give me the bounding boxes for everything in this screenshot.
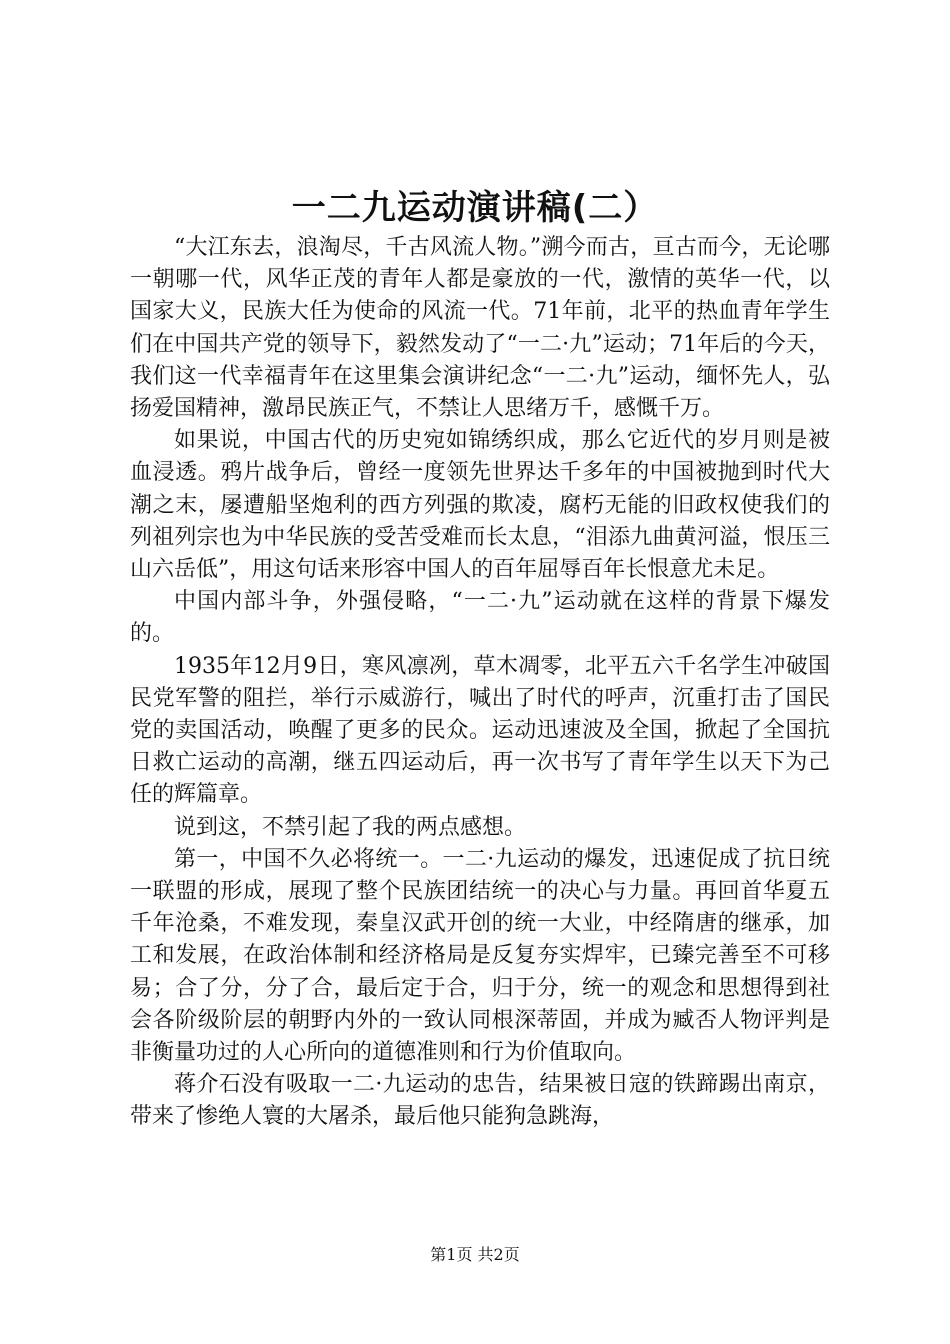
paragraph: 中国内部斗争，外强侵略，“一二·九”运动就在这样的背景下爆发的。: [130, 589, 830, 647]
page-number-footer: 第1页 共2页: [430, 1245, 520, 1264]
paragraph: 第一，中国不久必将统一。一二·九运动的爆发，迅速促成了抗日统一联盟的形成，展现了整个民族团结统一的决心与力量。再回首华夏五千年沧桑，不难发现，秦皇汉武开创的统一大业，中经隋唐的继承，加工和发展，在政治体制和经济格局是反复夯实焊牢，已臻完善至不可移易；合了分，分了合，最后定于合，归于分，统一的观念和思想得到社会各阶级阶层的朝野内外的一致认同根深蒂固，并成为臧否人物评判是非衡量功过的人心所向的道德准则和行为价值取向。: [130, 846, 830, 1066]
paragraph: 如果说，中国古代的历史宛如锦绣织成，那么它近代的岁月则是被血浸透。鸦片战争后，曾经一度领先世界达千多年的中国被抛到时代大潮之末，屡遭船坚炮利的西方列强的欺凌，腐朽无能的旧政权使我们的列祖列宗也为中华民族的受苦受难而长太息，“泪添九曲黄河溢，恨压三山六岳低”，用这句话来形容中国人的百年屈辱百年长恨意尤未足。: [130, 428, 830, 583]
paragraph: 说到这，不禁引起了我的两点感想。: [174, 814, 527, 840]
paragraph: 蒋介石没有吸取一二·九运动的忠告，结果被日寇的铁蹄踢出南京，带来了惨绝人寰的大屠杀，最后他只能狗急跳海，: [130, 1072, 830, 1130]
paragraph: 1935年12月9日，寒风凛冽，草木凋零，北平五六千名学生冲破国民党军警的阻拦，举行示威游行，喊出了时代的呼声，沉重打击了国民党的卖国活动，唤醒了更多的民众。运动迅速波及全国，掀起了全国抗日救亡运动的高潮，继五四运动后，再一次书写了青年学生以天下为己任的辉篇章。: [130, 653, 830, 808]
paragraph: “大江东去，浪淘尽，千古风流人物。”溯今而古，亘古而今，无论哪一朝哪一代，风华正茂的青年人都是豪放的一代，激情的英华一代，以国家大义，民族大任为使命的风流一代。71年前，北平的热血青年学生们在中国共产党的领导下，毅然发动了“一二·九”运动；71年后的今天，我们这一代幸福青年在这里集会演讲纪念“一二·九”运动，缅怀先人，弘扬爱国精神，激昂民族正气，不禁让人思绪万千，感慨千万。: [130, 235, 830, 422]
document-title: 一二九运动演讲稿(二）: [291, 188, 659, 228]
document-body: [130, 232, 830, 1134]
